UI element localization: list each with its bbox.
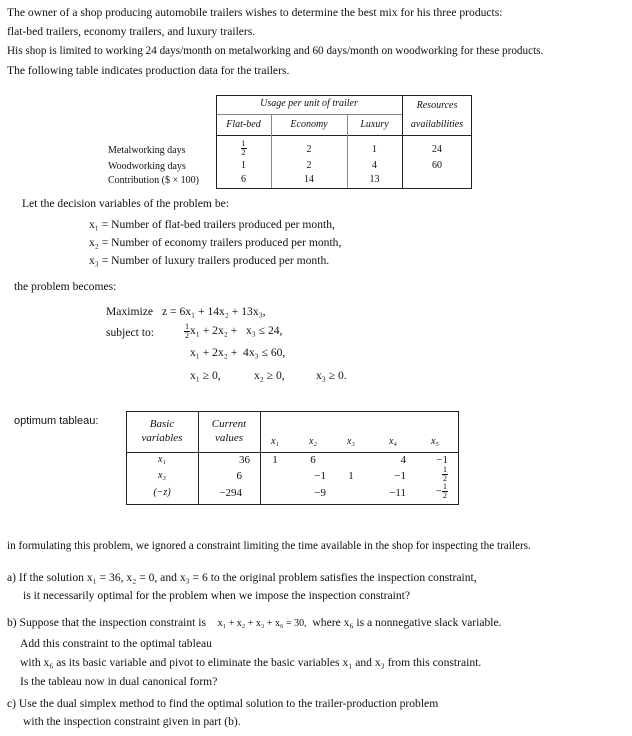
cell-metal-flatbed: $\frac{1}{2}$: [241, 139, 246, 157]
tableau-row-2-value: 6: [236, 470, 242, 482]
objective-function: z = 6x₁ + 14x₂ + 13x₃,: [162, 305, 266, 318]
question-b-line-4: Is the tableau now in dual canonical form?: [20, 675, 218, 688]
row-label-woodworking: Woodworking days: [108, 161, 186, 172]
cell-contrib-flatbed: 6: [241, 174, 246, 185]
tableau-row-3-basic: (−z): [153, 487, 171, 498]
optimum-tableau-label: optimum tableau:: [14, 415, 99, 427]
cell-wood-resource: 60: [432, 160, 442, 171]
question-b-line-3: with x₆ as its basic variable and pivot to eliminate the basic variables x₁ and x₃ from this constraint.: [20, 656, 482, 669]
col-luxury: Luxury: [360, 119, 389, 130]
tableau-row-2-x5: $\frac{1}{2}$: [443, 465, 447, 483]
constraint-1: $\frac{1}{2}$ x₁ + 2x₂ + x₃ ≤ 24,: [185, 322, 283, 340]
question-c-line-2: with the inspection constraint given in part (b).: [23, 715, 241, 728]
tableau-row-3-value: −294: [219, 487, 242, 499]
tableau-row-3-x5: − $\frac{1}{2}$: [435, 482, 447, 500]
availabilities-header: availabilities: [410, 119, 464, 130]
row-label-contribution: Contribution ($ × 100): [108, 175, 199, 186]
tableau-row-2-x2: −1: [314, 470, 326, 482]
questions-intro: in formulating this problem, we ignored a constraint limiting the time available in the shop for inspecting the trailers.: [7, 540, 531, 552]
tableau-row-1-x5: −1: [436, 454, 448, 466]
tableau-row-1-basic: x₁: [158, 454, 166, 465]
tableau-row-2-x3: 1: [348, 470, 354, 482]
nonneg-x1: x₁ ≥ 0,: [190, 369, 221, 382]
tableau-row-1-x2: 6: [310, 454, 316, 466]
objective-label: Maximize: [106, 305, 154, 318]
cell-contrib-economy: 14: [304, 174, 314, 185]
decision-x3: x₃ = Number of luxury trailers produced per month.: [89, 254, 330, 267]
question-c-line-1: c) Use the dual simplex method to find the optimal solution to the trailer-production problem: [7, 697, 439, 710]
header-x5: x₅: [431, 436, 439, 447]
tableau-row-2-basic: x₃: [158, 470, 166, 481]
cell-metal-luxury: 1: [372, 144, 377, 155]
cell-wood-luxury: 4: [372, 160, 377, 171]
intro-line-2: flat-bed trailers, economy trailers, and luxury trailers.: [7, 25, 256, 38]
decision-x2: x₂ = Number of economy trailers produced per month,: [89, 236, 342, 249]
intro-line-4: The following table indicates production data for the trailers.: [7, 64, 290, 77]
row-label-metalworking: Metalworking days: [108, 145, 186, 156]
col-economy: Economy: [290, 119, 328, 130]
usage-group-header: Usage per unit of trailer: [260, 98, 358, 109]
header-values: values: [214, 432, 244, 444]
question-a-line-2: is it necessarily optimal for the problem when we impose the inspection constraint?: [23, 589, 411, 602]
tableau-row-1-x1: 1: [272, 454, 278, 466]
header-x1: x₁: [271, 436, 279, 447]
decision-lead: Let the decision variables of the problem be:: [22, 197, 230, 210]
header-current: Current: [211, 418, 247, 430]
tableau-row-2-x4: −1: [394, 470, 406, 482]
resources-header: Resources: [416, 100, 458, 111]
header-basic: Basic: [149, 418, 175, 430]
cell-wood-flatbed: 1: [241, 160, 246, 171]
decision-x1: x₁ = Number of flat-bed trailers produced per month,: [89, 218, 335, 231]
nonneg-x3: x₃ ≥ 0.: [316, 369, 347, 382]
cell-contrib-luxury: 13: [369, 174, 380, 185]
header-x4: x₄: [389, 436, 397, 447]
problem-lead: the problem becomes:: [14, 280, 117, 293]
col-flatbed: Flat-bed: [226, 119, 261, 130]
header-x2: x₂: [309, 436, 317, 447]
subject-to-label: subject to:: [106, 326, 154, 339]
nonneg-x2: x₂ ≥ 0,: [254, 369, 285, 382]
tableau-row-3-x2: −9: [314, 487, 326, 499]
tableau-row-1-value: 36: [239, 454, 250, 466]
question-b-line-1: b) Suppose that the inspection constraint is x₁ + x₂ + x₃ + x₆ = 30, where x₆ is a nonnegative slack variable.: [7, 616, 502, 629]
cell-wood-economy: 2: [306, 160, 312, 171]
tableau-row-1-x4: 4: [400, 454, 406, 466]
intro-line-3: His shop is limited to working 24 days/month on metalworking and 60 days/month on woodworking for these products.: [7, 45, 544, 57]
header-x3: x₃: [347, 436, 355, 447]
question-a-line-1: a) If the solution x₁ = 36, x₂ = 0, and x₃ = 6 to the original problem satisfies the inspection constraint,: [7, 571, 477, 584]
cell-metal-economy: 2: [306, 144, 312, 155]
header-variables: variables: [141, 432, 183, 444]
cell-metal-resource: 24: [432, 144, 442, 155]
question-b-line-2: Add this constraint to the optimal tableau: [20, 637, 212, 650]
intro-line-1: The owner of a shop producing automobile trailers wishes to determine the best mix for his three products:: [7, 6, 503, 19]
constraint-2: x₁ + 2x₂ + 4x₃ ≤ 60,: [190, 346, 286, 359]
tableau-row-3-x4: −11: [389, 487, 406, 499]
